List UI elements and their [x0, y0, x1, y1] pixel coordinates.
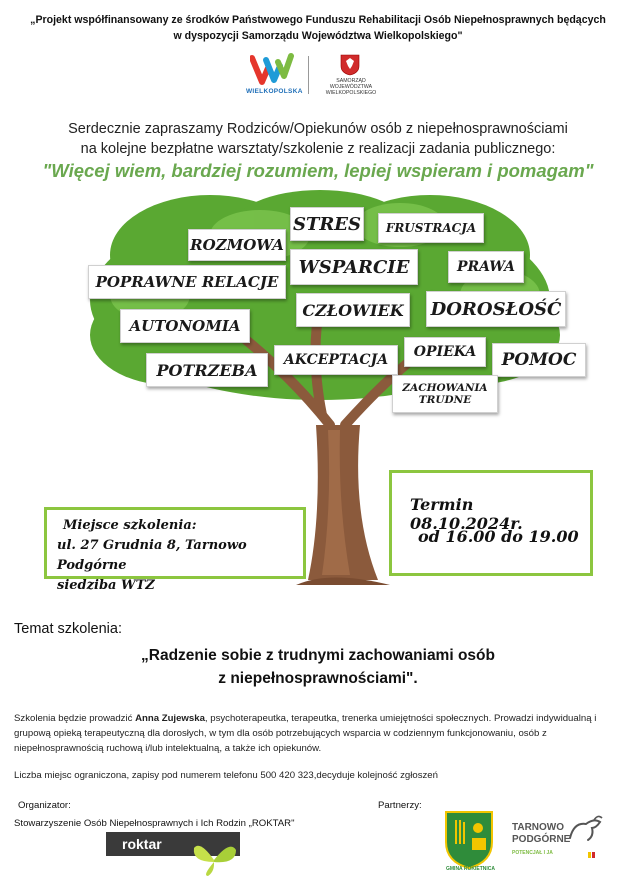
tree-word-doroslosc: DOROSŁOŚĆ: [426, 291, 566, 327]
partners-label: Partnerzy:: [378, 800, 422, 811]
tree-word-poprawne-relacje: POPRAWNE RELACJE: [88, 265, 286, 299]
header-line-2: w dyspozycji Samorządu Województwa Wielkopolskiego": [173, 30, 463, 42]
invitation-line-1: Serdecznie zapraszamy Rodziców/Opiekunów osób z niepełnosprawnościami: [68, 121, 568, 137]
tree-word-akceptacja: AKCEPTACJA: [274, 345, 398, 375]
tree-word-czlowiek: CZŁOWIEK: [296, 293, 410, 327]
roktar-logo: roktar: [106, 832, 240, 856]
trainer-description: Szkolenia będzie prowadzić Anna Zujewska, psychoterapeutka, terapeutka, trenerka umiejętności społecznych. Prowadzi indywidualną i grupową opieką terapeutyczną dla dorosłych, w tym dla osób potrzebujących wsparcia w codziennym funkcjonowaniu, osób z niepełnosprawnością ruchową i/lub intelektualną, a także ich opiekunów.: [14, 713, 597, 754]
tree-word-rozmowa: ROZMOWA: [188, 229, 286, 261]
logo-divider: [308, 56, 309, 94]
trainer-name: Anna Zujewska: [135, 713, 205, 724]
tree-word-zachowania-trudne: ZACHOWANIA TRUDNE: [392, 375, 498, 413]
venue-box: [44, 507, 306, 593]
samorzad-logo-text: SAMORZĄD WOJEWÓDZTWA WIELKOPOLSKIEGO: [325, 78, 377, 96]
topic-title: [20, 644, 616, 690]
topic-line-1: „Radzenie sobie z trudnymi zachowaniami osób: [141, 647, 495, 664]
venue-address: ul. 27 Grudnia 8, Tarnowo Podgórne: [57, 538, 247, 573]
tp-color-bar-2: [592, 852, 595, 858]
venue-place: siedziba WTZ: [57, 578, 155, 593]
gmina-rokietnica-crest-icon: [444, 810, 494, 870]
slogan: "Więcej wiem, bardziej rozumiem, lepiej wspieram i pomagam": [42, 160, 594, 181]
invitation-text: [20, 119, 616, 159]
tree-word-autonomia: AUTONOMIA: [120, 309, 250, 343]
wielkopolska-logo-icon: [250, 52, 294, 86]
goat-icon: [564, 814, 604, 844]
header-line-1: „Projekt współfinansowany ze środków Państwowego Funduszu Rehabilitacji Osób Niepełnosprawnych będących: [30, 14, 606, 26]
date-line: Termin 08.10.2024r.: [410, 495, 523, 533]
tree-word-pomoc: POMOC: [492, 343, 586, 377]
tree-word-wsparcie: WSPARCIE: [290, 249, 418, 285]
organizer-name: Stowarzyszenie Osób Niepełnosprawnych i Ich Rodzin „ROKTAR": [14, 818, 295, 829]
venue-label: Miejsce szkolenia:: [63, 518, 197, 533]
tree-word-prawa: PRAWA: [448, 251, 524, 283]
coat-of-arms-icon: [340, 54, 360, 76]
tarnowo-podgorne-logo: TARNOWO PODGÓRNE POTENCJAŁ I JA: [512, 814, 612, 864]
tree-word-potrzeba: POTRZEBA: [146, 353, 268, 387]
tree-word-opieka: OPIEKA: [404, 337, 486, 367]
tree-word-frustracja: FRUSTRACJA: [378, 213, 484, 243]
wielkopolska-logo-text: WIELKOPOLSKA: [246, 88, 303, 95]
topic-label: Temat szkolenia:: [14, 621, 122, 637]
butterfly-icon: [190, 838, 238, 878]
gmina-rokietnica-text: GMINA ROKIETNICA: [446, 866, 495, 872]
logos-row: [0, 52, 636, 98]
tp-color-bar: [588, 852, 591, 858]
topic-line-2: z niepełnosprawnościami".: [218, 670, 418, 687]
invitation-line-2: na kolejne bezpłatne warsztaty/szkolenie z realizacji zadania publicznego:: [80, 141, 556, 157]
time-line: od 16.00 do 19.00: [418, 527, 579, 546]
organizer-label: Organizator:: [18, 800, 71, 811]
tree-word-stres: STRES: [290, 207, 364, 241]
registration-info: Liczba miejsc ograniczona, zapisy pod numerem telefonu 500 420 323,decyduje kolejność zgłoszeń: [14, 770, 438, 781]
date-box: [389, 470, 593, 576]
project-header: [20, 12, 616, 44]
